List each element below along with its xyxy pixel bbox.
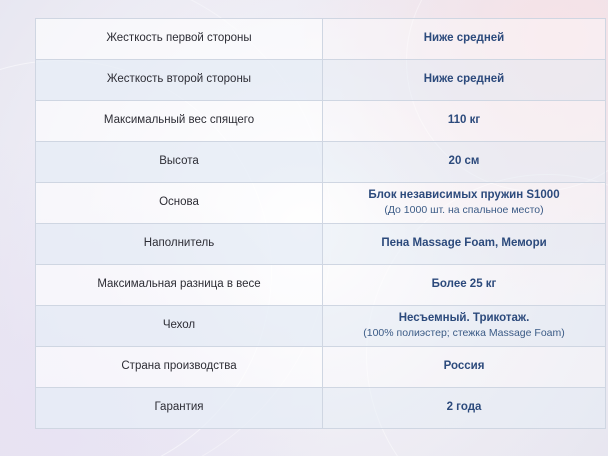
spec-label: Основа [36,183,323,224]
table-row [36,183,606,224]
table-row [36,101,606,142]
spec-label: Чехол [36,306,323,347]
spec-value: Более 25 кг [323,265,606,306]
spec-value [323,183,606,224]
table-row [36,265,606,306]
spec-label: Жесткость первой стороны [36,19,323,60]
table-row [36,60,606,101]
spec-label: Жесткость второй стороны [36,60,323,101]
spec-value: Ниже средней [323,60,606,101]
table-row [36,19,606,60]
spec-label: Гарантия [36,388,323,429]
table-row [36,388,606,429]
spec-value-note: (100% полиэстер; стежка Massage Foam) [363,327,565,340]
table-body [36,19,606,429]
spec-value-note: (До 1000 шт. на спальное место) [384,204,544,217]
spec-label: Максимальный вес спящего [36,101,323,142]
table-row [36,224,606,265]
specifications-table [35,18,606,429]
spec-value: 110 кг [323,101,606,142]
spec-label: Страна производства [36,347,323,388]
spec-label: Максимальная разница в весе [36,265,323,306]
spec-value: 20 см [323,142,606,183]
spec-value-main: Несъемный. Трикотаж. [398,311,530,324]
spec-label: Наполнитель [36,224,323,265]
spec-value [323,306,606,347]
spec-value: Россия [323,347,606,388]
spec-value: Пена Massage Foam, Мемори [323,224,606,265]
table-row [36,142,606,183]
spec-label: Высота [36,142,323,183]
spec-value-main: Блок независимых пружин S1000 [368,188,560,201]
spec-value: 2 года [323,388,606,429]
spec-value: Ниже средней [323,19,606,60]
table-row [36,347,606,388]
table-row [36,306,606,347]
